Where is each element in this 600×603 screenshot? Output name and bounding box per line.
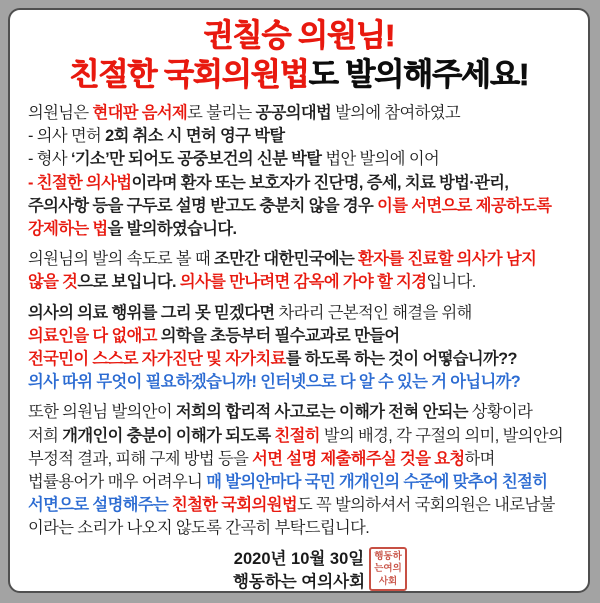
body-paragraph-prediction	[28, 248, 570, 294]
footer-signature-block	[28, 548, 570, 593]
text-segment: 도 꼭 발의하셔서 국회의원은 내로남불	[296, 496, 555, 515]
text-segment: 친철한 국회의원법	[172, 496, 297, 515]
text-segment: 또한 의원님 발의안이	[28, 403, 176, 422]
body-paragraph-sarcastic-proposal	[28, 302, 570, 395]
text-segment: 법률용어가 매우 어려우니	[28, 473, 207, 492]
text-segment: 저희	[28, 426, 63, 445]
text-segment: 친절한 국회의원법	[69, 57, 309, 92]
text-segment: 의사를 만나려면 감옥에 가야 할 지경	[179, 273, 427, 292]
text-segment: - 형사	[28, 150, 71, 169]
text-segment: 서면 설명 제출해주실 것을 요청	[252, 449, 465, 468]
text-segment: 공공의대법	[255, 104, 332, 122]
text-segment: 법안 발의에 이어	[321, 150, 440, 169]
title-line-2	[28, 55, 570, 94]
text-segment: 2회 취소 시 면허 영구 박탈	[105, 127, 285, 146]
text-segment: 도 발의해주세요!	[308, 57, 529, 92]
title-line-1	[28, 16, 570, 55]
text-segment: 발의에 참여하였고	[331, 104, 461, 122]
text-segment: 입니다.	[426, 273, 476, 292]
text-segment: 저희의 합리적 사고로는 이해가 전혀 안되는	[175, 403, 472, 422]
text-segment: 의학을 초등부터 필수교과로 만들어	[160, 326, 400, 345]
text-segment: 의원님의 발의 속도로 볼 때	[28, 250, 215, 269]
poster-title	[28, 16, 570, 94]
text-segment: 의사 따위 무엇이 필요하겠습니까! 인터넷으로 다 알 수 있는 거 아닙니까?	[28, 373, 521, 392]
seal-text-row: 는여의	[374, 563, 402, 575]
org-seal-stamp	[369, 547, 407, 591]
footer-date: 2020년 10월 30일	[233, 549, 365, 568]
text-segment: 부정적 결과, 피해 구제 방법 등을	[28, 449, 253, 468]
body-paragraph-request	[28, 401, 570, 540]
text-segment: 전국민이 스스로 자가진단 및 자가치료	[28, 350, 286, 369]
text-segment: 으로 보입니다.	[77, 273, 180, 292]
poster-card	[8, 8, 590, 593]
text-segment: 의사의 의료 행위를 그리 못 믿겠다면	[28, 303, 279, 322]
text-segment: 서면으로 설명해주는	[28, 496, 172, 515]
text-segment: 강제하는 법	[28, 220, 108, 239]
text-segment: 의원님은	[28, 104, 93, 122]
text-segment: 현대판 음서제	[92, 104, 188, 122]
text-segment: 조만간 대한민국에는	[214, 250, 359, 269]
text-segment: 로 불리는	[187, 104, 256, 122]
text-segment: 개개인이 충분이 이해가 되도록	[62, 426, 275, 445]
text-segment: 을 발의하였습니다.	[107, 220, 237, 239]
text-segment: 를 하도록 하는 것이 어떻습니까??	[285, 350, 517, 369]
seal-text-row: 행동하	[374, 550, 402, 562]
text-segment: 이를 서면으로 제공하도록	[377, 196, 552, 215]
text-segment: 상황이라	[471, 403, 533, 422]
text-segment: 이라며 환자 또는 보호자가 진단명, 증세, 치료 방법·관리,	[131, 173, 509, 192]
text-segment: ‘기소’만 되어도 공중보건의 신분 박탈	[70, 150, 322, 169]
text-segment: 주의사항 등을 구두로 설명 받고도 충분치 않을 경우	[28, 196, 378, 215]
body-paragraph-bills-list	[28, 102, 570, 241]
text-segment: 환자를 진료할 의사가 남지	[358, 250, 537, 269]
text-segment: - 의사 면허	[28, 127, 106, 146]
text-segment: 발의 배경, 각 구절의 의미, 발의안의	[319, 426, 564, 445]
text-segment: 하며	[464, 449, 495, 468]
text-segment: 권칠승 의원님!	[203, 18, 395, 53]
text-segment: 이라는 소리가 나오지 않도록 간곡히 부탁드립니다.	[28, 519, 370, 538]
text-segment: 의료인을 다 없애고	[28, 326, 161, 345]
seal-text-row: 사회	[378, 575, 398, 587]
signature-text	[28, 548, 570, 593]
text-segment: 친절히	[274, 426, 320, 445]
text-segment: 차라리 근본적인 해결을 위해	[278, 303, 472, 322]
statement-body	[28, 102, 570, 541]
footer-signature: 행동하는 여의사회	[232, 572, 366, 591]
text-segment: - 친절한 의사법	[28, 173, 132, 192]
text-segment: 매 발의안마다 국민 개개인의 수준에 맞추어 친절히	[206, 473, 548, 492]
text-segment: 않을 것	[28, 273, 78, 292]
